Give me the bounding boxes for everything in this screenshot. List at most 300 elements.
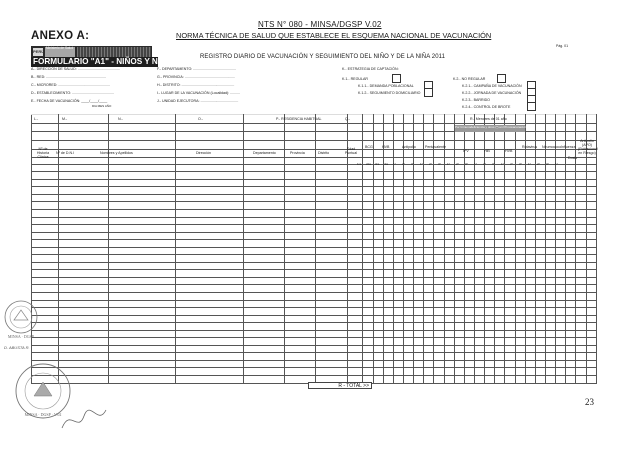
table-cell[interactable] xyxy=(566,338,576,346)
table-cell[interactable] xyxy=(404,179,414,187)
table-cell[interactable] xyxy=(32,240,59,248)
table-cell[interactable] xyxy=(373,187,383,195)
table-cell[interactable] xyxy=(404,375,414,383)
table-cell[interactable] xyxy=(576,202,586,210)
table-cell[interactable] xyxy=(586,187,596,195)
table-cell[interactable] xyxy=(444,232,454,240)
table-cell[interactable] xyxy=(566,247,576,255)
table-cell[interactable] xyxy=(383,262,393,270)
table-cell[interactable] xyxy=(243,194,284,202)
table-cell[interactable] xyxy=(176,194,244,202)
table-cell[interactable] xyxy=(59,179,109,187)
table-cell[interactable] xyxy=(383,232,393,240)
table-cell[interactable] xyxy=(363,172,373,180)
table-cell[interactable] xyxy=(59,187,109,195)
table-cell[interactable] xyxy=(393,202,403,210)
table-cell[interactable] xyxy=(108,375,176,383)
field-red[interactable]: B.- RED: ............................................................ xyxy=(31,75,107,79)
table-cell[interactable] xyxy=(243,270,284,278)
table-cell[interactable] xyxy=(393,247,403,255)
table-cell[interactable] xyxy=(535,240,545,248)
table-cell[interactable] xyxy=(475,202,485,210)
table-cell[interactable] xyxy=(243,240,284,248)
table-cell[interactable] xyxy=(515,277,525,285)
table-cell[interactable] xyxy=(373,270,383,278)
table-cell[interactable] xyxy=(363,315,373,323)
table-cell[interactable] xyxy=(525,247,535,255)
table-cell[interactable] xyxy=(464,187,474,195)
table-cell[interactable] xyxy=(414,270,424,278)
table-cell[interactable] xyxy=(566,277,576,285)
table-cell[interactable] xyxy=(475,172,485,180)
table-cell[interactable] xyxy=(535,360,545,368)
table-cell[interactable] xyxy=(454,217,464,225)
table-cell[interactable] xyxy=(566,308,576,316)
table-cell[interactable] xyxy=(363,323,373,331)
table-cell[interactable] xyxy=(485,368,495,376)
table-row[interactable] xyxy=(32,209,597,217)
table-cell[interactable] xyxy=(464,277,474,285)
table-cell[interactable] xyxy=(505,353,515,361)
table-cell[interactable] xyxy=(414,240,424,248)
table-cell[interactable] xyxy=(383,323,393,331)
table-cell[interactable] xyxy=(475,300,485,308)
table-cell[interactable] xyxy=(454,353,464,361)
table-cell[interactable] xyxy=(535,194,545,202)
table-cell[interactable] xyxy=(454,232,464,240)
table-cell[interactable] xyxy=(444,225,454,233)
table-cell[interactable] xyxy=(434,323,444,331)
table-cell[interactable] xyxy=(284,202,316,210)
table-cell[interactable] xyxy=(505,194,515,202)
table-cell[interactable] xyxy=(546,232,556,240)
table-cell[interactable] xyxy=(284,323,316,331)
table-cell[interactable] xyxy=(347,292,363,300)
table-cell[interactable] xyxy=(525,292,535,300)
table-cell[interactable] xyxy=(485,255,495,263)
table-cell[interactable] xyxy=(414,338,424,346)
table-cell[interactable] xyxy=(576,368,586,376)
table-cell[interactable] xyxy=(316,368,348,376)
table-cell[interactable] xyxy=(59,315,109,323)
table-cell[interactable] xyxy=(363,277,373,285)
table-cell[interactable] xyxy=(515,270,525,278)
table-cell[interactable] xyxy=(525,345,535,353)
table-cell[interactable] xyxy=(495,255,505,263)
table-cell[interactable] xyxy=(176,360,244,368)
table-cell[interactable] xyxy=(586,360,596,368)
table-cell[interactable] xyxy=(414,262,424,270)
table-cell[interactable] xyxy=(586,255,596,263)
table-cell[interactable] xyxy=(576,345,586,353)
table-cell[interactable] xyxy=(373,300,383,308)
table-cell[interactable] xyxy=(404,232,414,240)
table-cell[interactable] xyxy=(404,217,414,225)
table-cell[interactable] xyxy=(393,308,403,316)
table-cell[interactable] xyxy=(566,315,576,323)
table-cell[interactable] xyxy=(404,368,414,376)
table-cell[interactable] xyxy=(475,360,485,368)
table-cell[interactable] xyxy=(176,172,244,180)
table-cell[interactable] xyxy=(347,232,363,240)
table-cell[interactable] xyxy=(59,172,109,180)
table-cell[interactable] xyxy=(393,255,403,263)
table-cell[interactable] xyxy=(404,285,414,293)
table-cell[interactable] xyxy=(347,217,363,225)
field-unidad-ejecutora[interactable]: J.- UNIDAD EJECUTORA: ...................................... xyxy=(157,99,239,103)
table-cell[interactable] xyxy=(424,375,434,383)
table-cell[interactable] xyxy=(363,255,373,263)
table-cell[interactable] xyxy=(576,360,586,368)
table-cell[interactable] xyxy=(525,209,535,217)
table-cell[interactable] xyxy=(505,292,515,300)
table-cell[interactable] xyxy=(475,187,485,195)
table-cell[interactable] xyxy=(108,315,176,323)
table-cell[interactable] xyxy=(284,217,316,225)
table-cell[interactable] xyxy=(393,225,403,233)
table-cell[interactable] xyxy=(475,262,485,270)
table-cell[interactable] xyxy=(373,323,383,331)
table-cell[interactable] xyxy=(383,172,393,180)
table-cell[interactable] xyxy=(454,247,464,255)
table-cell[interactable] xyxy=(32,194,59,202)
table-cell[interactable] xyxy=(444,255,454,263)
table-cell[interactable] xyxy=(525,202,535,210)
table-cell[interactable] xyxy=(404,330,414,338)
table-cell[interactable] xyxy=(525,375,535,383)
table-cell[interactable] xyxy=(414,315,424,323)
table-cell[interactable] xyxy=(316,194,348,202)
table-cell[interactable] xyxy=(576,277,586,285)
table-cell[interactable] xyxy=(347,360,363,368)
table-cell[interactable] xyxy=(363,225,373,233)
table-cell[interactable] xyxy=(515,338,525,346)
table-cell[interactable] xyxy=(424,308,434,316)
table-cell[interactable] xyxy=(108,225,176,233)
table-cell[interactable] xyxy=(176,240,244,248)
table-cell[interactable] xyxy=(495,308,505,316)
table-cell[interactable] xyxy=(383,330,393,338)
table-cell[interactable] xyxy=(535,172,545,180)
table-cell[interactable] xyxy=(485,172,495,180)
table-cell[interactable] xyxy=(535,292,545,300)
table-cell[interactable] xyxy=(373,225,383,233)
table-cell[interactable] xyxy=(393,209,403,217)
table-cell[interactable] xyxy=(505,375,515,383)
table-cell[interactable] xyxy=(347,209,363,217)
table-cell[interactable] xyxy=(393,375,403,383)
table-cell[interactable] xyxy=(373,338,383,346)
table-cell[interactable] xyxy=(454,285,464,293)
table-cell[interactable] xyxy=(59,240,109,248)
table-cell[interactable] xyxy=(444,345,454,353)
table-cell[interactable] xyxy=(414,247,424,255)
table-cell[interactable] xyxy=(495,360,505,368)
table-cell[interactable] xyxy=(556,202,566,210)
table-cell[interactable] xyxy=(444,338,454,346)
table-cell[interactable] xyxy=(546,285,556,293)
table-cell[interactable] xyxy=(59,270,109,278)
table-cell[interactable] xyxy=(454,277,464,285)
table-cell[interactable] xyxy=(393,368,403,376)
table-cell[interactable] xyxy=(243,225,284,233)
table-cell[interactable] xyxy=(32,262,59,270)
table-cell[interactable] xyxy=(243,277,284,285)
table-cell[interactable] xyxy=(414,225,424,233)
table-cell[interactable] xyxy=(404,300,414,308)
field-fecha-vacunacion[interactable]: E.- FECHA DE VACUNACIÓN: ____/____/____ xyxy=(31,99,108,103)
table-cell[interactable] xyxy=(414,194,424,202)
table-cell[interactable] xyxy=(59,277,109,285)
table-cell[interactable] xyxy=(316,179,348,187)
table-cell[interactable] xyxy=(393,353,403,361)
table-cell[interactable] xyxy=(424,360,434,368)
table-cell[interactable] xyxy=(485,225,495,233)
table-cell[interactable] xyxy=(393,277,403,285)
table-cell[interactable] xyxy=(59,338,109,346)
table-cell[interactable] xyxy=(59,217,109,225)
table-cell[interactable] xyxy=(176,179,244,187)
table-cell[interactable] xyxy=(454,209,464,217)
table-cell[interactable] xyxy=(576,375,586,383)
table-cell[interactable] xyxy=(546,292,556,300)
table-cell[interactable] xyxy=(464,323,474,331)
field-departamento[interactable]: F.- DEPARTAMENTO: ........................................... xyxy=(157,67,237,71)
table-cell[interactable] xyxy=(373,247,383,255)
table-cell[interactable] xyxy=(586,232,596,240)
table-cell[interactable] xyxy=(108,172,176,180)
table-cell[interactable] xyxy=(576,262,586,270)
brote-checkbox[interactable] xyxy=(527,102,536,111)
table-cell[interactable] xyxy=(424,232,434,240)
table-cell[interactable] xyxy=(576,323,586,331)
table-cell[interactable] xyxy=(535,323,545,331)
table-row[interactable] xyxy=(32,285,597,293)
table-cell[interactable] xyxy=(546,194,556,202)
table-cell[interactable] xyxy=(444,360,454,368)
table-cell[interactable] xyxy=(485,209,495,217)
table-cell[interactable] xyxy=(393,270,403,278)
table-cell[interactable] xyxy=(108,255,176,263)
table-cell[interactable] xyxy=(576,209,586,217)
table-cell[interactable] xyxy=(505,360,515,368)
table-cell[interactable] xyxy=(515,209,525,217)
table-cell[interactable] xyxy=(393,292,403,300)
table-cell[interactable] xyxy=(444,209,454,217)
table-cell[interactable] xyxy=(556,308,566,316)
table-cell[interactable] xyxy=(485,270,495,278)
table-cell[interactable] xyxy=(284,225,316,233)
table-cell[interactable] xyxy=(404,240,414,248)
table-cell[interactable] xyxy=(505,172,515,180)
table-cell[interactable] xyxy=(566,187,576,195)
table-cell[interactable] xyxy=(586,209,596,217)
table-cell[interactable] xyxy=(404,270,414,278)
table-cell[interactable] xyxy=(383,360,393,368)
table-cell[interactable] xyxy=(316,353,348,361)
table-cell[interactable] xyxy=(566,375,576,383)
table-cell[interactable] xyxy=(363,217,373,225)
table-cell[interactable] xyxy=(373,353,383,361)
table-cell[interactable] xyxy=(383,345,393,353)
table-cell[interactable] xyxy=(576,315,586,323)
table-cell[interactable] xyxy=(576,187,586,195)
table-cell[interactable] xyxy=(566,202,576,210)
table-cell[interactable] xyxy=(586,202,596,210)
table-cell[interactable] xyxy=(475,255,485,263)
table-cell[interactable] xyxy=(556,172,566,180)
table-cell[interactable] xyxy=(32,172,59,180)
table-cell[interactable] xyxy=(495,345,505,353)
table-cell[interactable] xyxy=(243,375,284,383)
table-cell[interactable] xyxy=(284,315,316,323)
table-row[interactable] xyxy=(32,202,597,210)
table-cell[interactable] xyxy=(414,345,424,353)
table-cell[interactable] xyxy=(515,232,525,240)
table-cell[interactable] xyxy=(495,330,505,338)
table-cell[interactable] xyxy=(546,375,556,383)
table-cell[interactable] xyxy=(404,323,414,331)
table-cell[interactable] xyxy=(505,187,515,195)
table-cell[interactable] xyxy=(284,240,316,248)
table-cell[interactable] xyxy=(383,270,393,278)
table-cell[interactable] xyxy=(434,262,444,270)
table-cell[interactable] xyxy=(108,338,176,346)
table-cell[interactable] xyxy=(424,194,434,202)
table-cell[interactable] xyxy=(424,338,434,346)
table-cell[interactable] xyxy=(108,323,176,331)
table-cell[interactable] xyxy=(176,353,244,361)
table-cell[interactable] xyxy=(576,292,586,300)
table-cell[interactable] xyxy=(475,315,485,323)
table-cell[interactable] xyxy=(176,187,244,195)
table-cell[interactable] xyxy=(108,232,176,240)
table-cell[interactable] xyxy=(576,194,586,202)
table-cell[interactable] xyxy=(515,202,525,210)
table-cell[interactable] xyxy=(475,270,485,278)
table-cell[interactable] xyxy=(414,255,424,263)
table-cell[interactable] xyxy=(444,172,454,180)
table-cell[interactable] xyxy=(434,285,444,293)
table-cell[interactable] xyxy=(363,209,373,217)
table-cell[interactable] xyxy=(586,172,596,180)
table-cell[interactable] xyxy=(515,360,525,368)
table-cell[interactable] xyxy=(525,270,535,278)
table-cell[interactable] xyxy=(444,262,454,270)
table-cell[interactable] xyxy=(404,308,414,316)
table-cell[interactable] xyxy=(586,323,596,331)
table-cell[interactable] xyxy=(176,323,244,331)
table-cell[interactable] xyxy=(505,300,515,308)
table-cell[interactable] xyxy=(284,285,316,293)
table-cell[interactable] xyxy=(424,262,434,270)
table-cell[interactable] xyxy=(566,292,576,300)
table-cell[interactable] xyxy=(393,240,403,248)
table-cell[interactable] xyxy=(176,255,244,263)
table-cell[interactable] xyxy=(243,353,284,361)
table-cell[interactable] xyxy=(525,240,535,248)
table-cell[interactable] xyxy=(576,255,586,263)
table-cell[interactable] xyxy=(586,217,596,225)
table-cell[interactable] xyxy=(424,217,434,225)
table-cell[interactable] xyxy=(424,225,434,233)
table-cell[interactable] xyxy=(444,240,454,248)
table-cell[interactable] xyxy=(586,330,596,338)
table-cell[interactable] xyxy=(556,353,566,361)
table-cell[interactable] xyxy=(495,285,505,293)
table-cell[interactable] xyxy=(525,262,535,270)
table-cell[interactable] xyxy=(464,375,474,383)
table-cell[interactable] xyxy=(505,285,515,293)
table-cell[interactable] xyxy=(404,360,414,368)
table-cell[interactable] xyxy=(176,308,244,316)
table-cell[interactable] xyxy=(383,292,393,300)
table-cell[interactable] xyxy=(464,285,474,293)
table-cell[interactable] xyxy=(556,338,566,346)
table-cell[interactable] xyxy=(546,172,556,180)
table-cell[interactable] xyxy=(32,164,59,172)
table-cell[interactable] xyxy=(59,345,109,353)
table-cell[interactable] xyxy=(444,330,454,338)
table-cell[interactable] xyxy=(546,277,556,285)
table-cell[interactable] xyxy=(464,232,474,240)
table-cell[interactable] xyxy=(414,172,424,180)
table-cell[interactable] xyxy=(414,179,424,187)
table-cell[interactable] xyxy=(485,179,495,187)
table-cell[interactable] xyxy=(464,179,474,187)
table-cell[interactable] xyxy=(32,209,59,217)
table-cell[interactable] xyxy=(576,353,586,361)
table-cell[interactable] xyxy=(546,353,556,361)
table-cell[interactable] xyxy=(525,179,535,187)
table-cell[interactable] xyxy=(556,330,566,338)
table-cell[interactable] xyxy=(32,277,59,285)
table-cell[interactable] xyxy=(316,232,348,240)
table-cell[interactable] xyxy=(535,277,545,285)
table-cell[interactable] xyxy=(515,300,525,308)
table-cell[interactable] xyxy=(284,345,316,353)
table-cell[interactable] xyxy=(316,338,348,346)
table-cell[interactable] xyxy=(566,262,576,270)
table-cell[interactable] xyxy=(363,345,373,353)
table-cell[interactable] xyxy=(464,368,474,376)
table-cell[interactable] xyxy=(363,202,373,210)
table-cell[interactable] xyxy=(373,285,383,293)
table-cell[interactable] xyxy=(393,338,403,346)
regular-checkbox[interactable] xyxy=(392,74,401,83)
table-cell[interactable] xyxy=(404,172,414,180)
table-cell[interactable] xyxy=(535,308,545,316)
table-cell[interactable] xyxy=(515,179,525,187)
table-cell[interactable] xyxy=(108,202,176,210)
table-cell[interactable] xyxy=(393,187,403,195)
table-cell[interactable] xyxy=(108,164,176,172)
table-cell[interactable] xyxy=(108,194,176,202)
table-cell[interactable] xyxy=(373,194,383,202)
table-cell[interactable] xyxy=(404,187,414,195)
table-cell[interactable] xyxy=(566,285,576,293)
table-cell[interactable] xyxy=(383,240,393,248)
table-cell[interactable] xyxy=(176,330,244,338)
table-cell[interactable] xyxy=(176,277,244,285)
table-cell[interactable] xyxy=(525,360,535,368)
table-cell[interactable] xyxy=(414,277,424,285)
table-cell[interactable] xyxy=(373,292,383,300)
table-cell[interactable] xyxy=(464,270,474,278)
table-cell[interactable] xyxy=(464,360,474,368)
table-cell[interactable] xyxy=(515,330,525,338)
table-cell[interactable] xyxy=(535,179,545,187)
